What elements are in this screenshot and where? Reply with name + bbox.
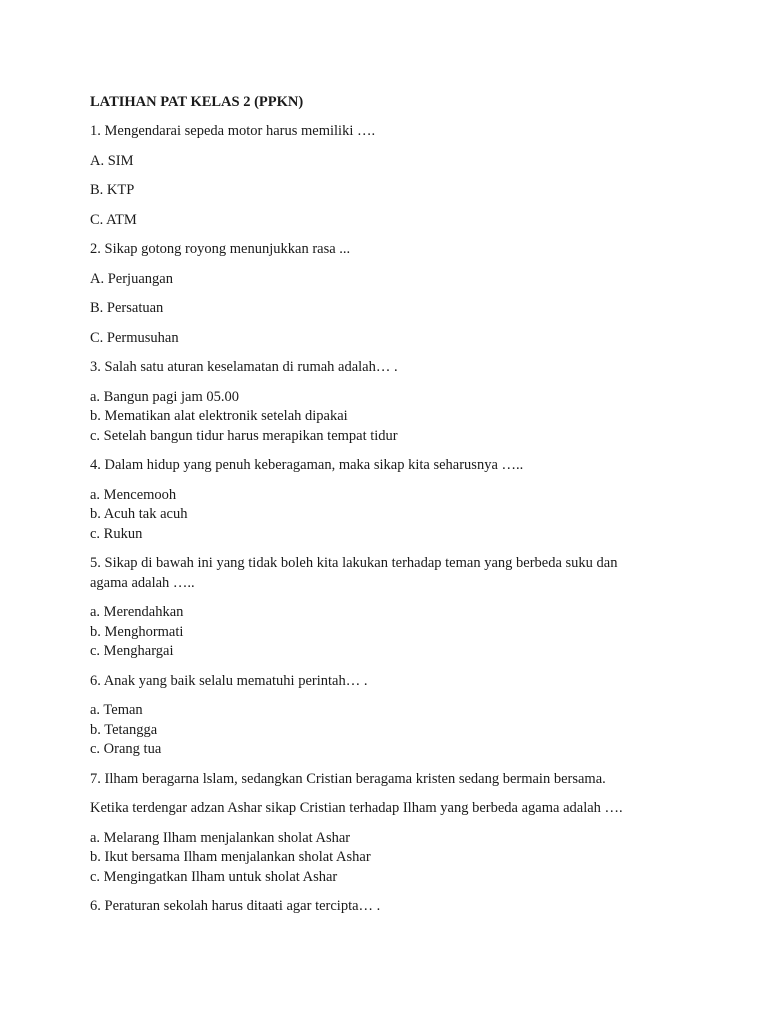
question-2: 2. Sikap gotong royong menunjukkan rasa ... [90,241,351,257]
question-6-option-a: a. Teman [90,702,143,718]
question-6-options [90,701,690,760]
question-3-option-c: c. Setelah bangun tidur harus merapikan tempat tidur [90,427,398,444]
question-3-options [90,388,690,447]
question-8: 6. Peraturan sekolah harus ditaati agar tercipta… . [90,898,381,914]
question-7-options [90,829,690,888]
question-4-options [90,486,690,545]
question-1-option-c: C. ATM [90,211,137,228]
question-6: 6. Anak yang baik selalu mematuhi perintah… . [90,672,368,689]
question-2-option-a: A. Perjuangan [90,270,173,287]
question-3-option-b: b. Mematikan alat elektronik setelah dipakai [90,408,348,424]
question-5-line-2: agama adalah ….. [90,574,195,591]
document-page [90,93,690,927]
question-5-option-c: c. Menghargai [90,643,174,659]
question-4-option-b: b. Acuh tak acuh [90,506,188,522]
question-4-option-a: a. Mencemooh [90,486,177,503]
question-5-line-1: 5. Sikap di bawah ini yang tidak boleh kita lakukan terhadap teman yang berbeda suku dan [90,555,618,571]
question-7-option-a: a. Melarang Ilham menjalankan sholat Ashar [90,829,351,846]
question-5-option-a: a. Merendahkan [90,604,184,620]
question-4-option-c: c. Rukun [90,525,143,542]
question-2-option-b: B. Persatuan [90,300,164,316]
question-7-option-c: c. Mengingatkan Ilham untuk sholat Ashar [90,868,338,885]
question-5-options [90,603,690,662]
question-5 [90,554,690,593]
question-1-option-a: A. SIM [90,152,134,169]
document-title: LATIHAN PAT KELAS 2 (PPKN) [90,94,304,110]
question-1-option-b: B. KTP [90,182,135,198]
question-1: 1. Mengendarai sepeda motor harus memiliki …. [90,123,376,139]
question-2-option-c: C. Permusuhan [90,329,179,346]
question-7-continuation: Ketika terdengar adzan Ashar sikap Cristian terhadap Ilham yang berbeda agama adalah …. [90,800,623,816]
question-5-option-b: b. Menghormati [90,623,184,640]
question-6-option-b: b. Tetangga [90,721,158,738]
question-6-option-c: c. Orang tua [90,741,162,757]
question-7-option-b: b. Ikut bersama Ilham menjalankan sholat Ashar [90,849,371,865]
question-3-option-a: a. Bangun pagi jam 05.00 [90,388,240,405]
question-4: 4. Dalam hidup yang penuh keberagaman, maka sikap kita seharusnya ….. [90,457,524,473]
question-7: 7. Ilham beragarna lslam, sedangkan Cristian beragama kristen sedang bermain bersama. [90,770,606,787]
question-3: 3. Salah satu aturan keselamatan di rumah adalah… . [90,359,398,375]
